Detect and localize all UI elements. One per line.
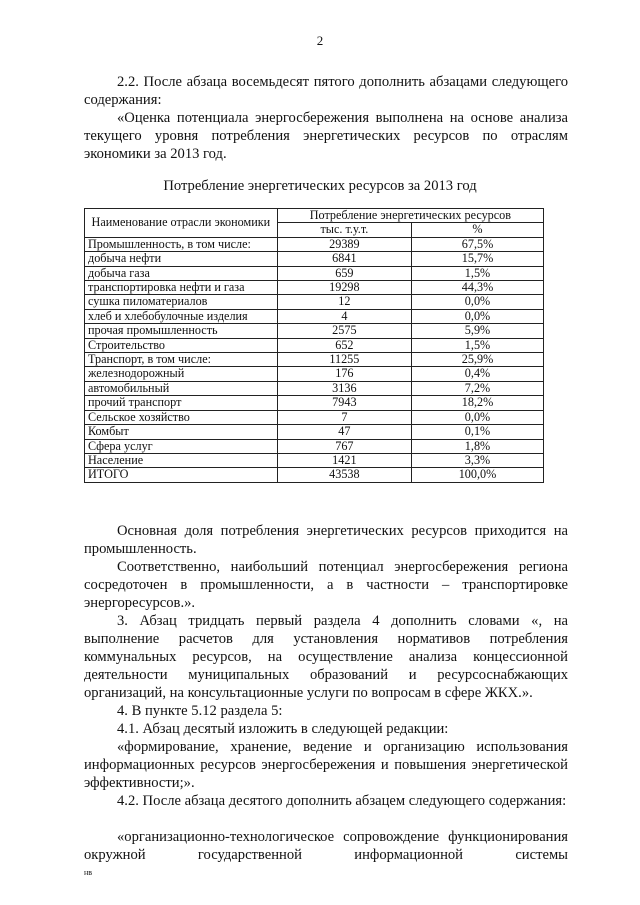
table-row — [85, 381, 544, 395]
cell-sector: Сфера услуг — [85, 439, 278, 453]
page-number: 2 — [316, 33, 324, 48]
cell-value: 6841 — [277, 252, 411, 266]
cell-value: 43538 — [277, 468, 411, 482]
cell-percent: 15,7% — [412, 252, 544, 266]
cell-sector: железнодорожный — [85, 367, 278, 381]
cell-sector: Транспорт, в том числе: — [85, 353, 278, 367]
header-percent: % — [412, 223, 544, 237]
table-row — [85, 295, 544, 309]
table-row — [85, 309, 544, 323]
paragraph-main-share: Основная доля потребления энергетических ресурсов приходится на промышленность. — [84, 523, 568, 557]
cell-value: 652 — [277, 338, 411, 352]
cell-percent: 0,0% — [412, 295, 544, 309]
cell-value: 2575 — [277, 324, 411, 338]
cell-value: 3136 — [277, 381, 411, 395]
cell-percent: 0,1% — [412, 425, 544, 439]
cell-sector: Комбыт — [85, 425, 278, 439]
cell-sector: прочий транспорт — [85, 396, 278, 410]
table-row — [85, 353, 544, 367]
cell-percent: 0,4% — [412, 367, 544, 381]
cell-value: 29389 — [277, 237, 411, 251]
table-row — [85, 396, 544, 410]
cell-percent: 67,5% — [412, 237, 544, 251]
cell-percent: 1,8% — [412, 439, 544, 453]
table-title: Потребление энергетических ресурсов за 2013 год — [163, 178, 477, 194]
footer-mark: нв — [84, 868, 93, 877]
cell-value: 7 — [277, 410, 411, 424]
cell-value: 47 — [277, 425, 411, 439]
paragraph-3: 3. Абзац тридцать первый раздела 4 дополнить словами «, на выполнение расчетов для установления нормативов потребления коммунальных ресурсов, на осуществление анализа концессионной деятельности муниципальных образований и ресурсоснабжающих организаций, на консультационные услуги по вопросам в сфере ЖКХ.». — [84, 613, 568, 701]
cell-value: 11255 — [277, 353, 411, 367]
paragraph-formation: «формирование, хранение, ведение и организацию использования информационных ресурсов энергосбережения и повышения энергетической эффективности;». — [84, 739, 568, 791]
table-row — [85, 468, 544, 482]
cell-value: 1421 — [277, 453, 411, 467]
cell-percent: 0,0% — [412, 410, 544, 424]
header-unit: тыс. т.у.т. — [277, 223, 411, 237]
paragraph-2-2: 2.2. После абзаца восемьдесят пятого дополнить абзацами следующего содержания: — [84, 74, 568, 108]
cell-sector: транспортировка нефти и газа — [85, 281, 278, 295]
cell-sector: автомобильный — [85, 381, 278, 395]
cell-value: 12 — [277, 295, 411, 309]
table-row — [85, 324, 544, 338]
cell-percent: 44,3% — [412, 281, 544, 295]
table-row — [85, 367, 544, 381]
cell-sector: Население — [85, 453, 278, 467]
cell-sector: добыча нефти — [85, 252, 278, 266]
table-row — [85, 338, 544, 352]
cell-percent: 1,5% — [412, 338, 544, 352]
energy-consumption-table — [84, 208, 544, 483]
cell-sector: Строительство — [85, 338, 278, 352]
paragraph-4-1: 4.1. Абзац десятый изложить в следующей редакции: — [117, 721, 449, 737]
cell-value: 176 — [277, 367, 411, 381]
cell-percent: 18,2% — [412, 396, 544, 410]
table-header-row — [85, 209, 544, 223]
cell-value: 7943 — [277, 396, 411, 410]
cell-percent: 3,3% — [412, 453, 544, 467]
table-row — [85, 266, 544, 280]
cell-percent: 100,0% — [412, 468, 544, 482]
cell-percent: 25,9% — [412, 353, 544, 367]
cell-value: 19298 — [277, 281, 411, 295]
cell-sector: Сельское хозяйство — [85, 410, 278, 424]
cell-percent: 7,2% — [412, 381, 544, 395]
cell-sector: добыча газа — [85, 266, 278, 280]
cell-value: 4 — [277, 309, 411, 323]
cell-sector: хлеб и хлебобулочные изделия — [85, 309, 278, 323]
paragraph-potential: Соответственно, наибольший потенциал энергосбережения региона сосредоточен в промышленности, а в частности – транспортировке энергоресурсов.». — [84, 559, 568, 611]
table-row — [85, 281, 544, 295]
table-row — [85, 439, 544, 453]
header-consumption: Потребление энергетических ресурсов — [277, 209, 543, 223]
table-row — [85, 410, 544, 424]
table-body — [85, 237, 544, 482]
paragraph-4: 4. В пункте 5.12 раздела 5: — [117, 703, 283, 719]
cell-sector: сушка пиломатериалов — [85, 295, 278, 309]
cell-sector: прочая промышленность — [85, 324, 278, 338]
cell-value: 659 — [277, 266, 411, 280]
cell-percent: 1,5% — [412, 266, 544, 280]
table-row — [85, 425, 544, 439]
cell-percent: 0,0% — [412, 309, 544, 323]
cell-percent: 5,9% — [412, 324, 544, 338]
table-row — [85, 237, 544, 251]
paragraph-4-2: 4.2. После абзаца десятого дополнить абзацем следующего содержания: — [117, 793, 567, 809]
table-row — [85, 453, 544, 467]
paragraph-support: «организационно-технологическое сопровождение функционирования окружной государственной информационной системы — [84, 829, 568, 863]
cell-sector: Промышленность, в том числе: — [85, 237, 278, 251]
cell-sector: ИТОГО — [85, 468, 278, 482]
header-sector: Наименование отрасли экономики — [85, 209, 278, 238]
cell-value: 767 — [277, 439, 411, 453]
table-row — [85, 252, 544, 266]
paragraph-estimate: «Оценка потенциала энергосбережения выполнена на основе анализа текущего уровня потребления энергетических ресурсов по отраслям экономики за 2013 год. — [84, 110, 568, 162]
